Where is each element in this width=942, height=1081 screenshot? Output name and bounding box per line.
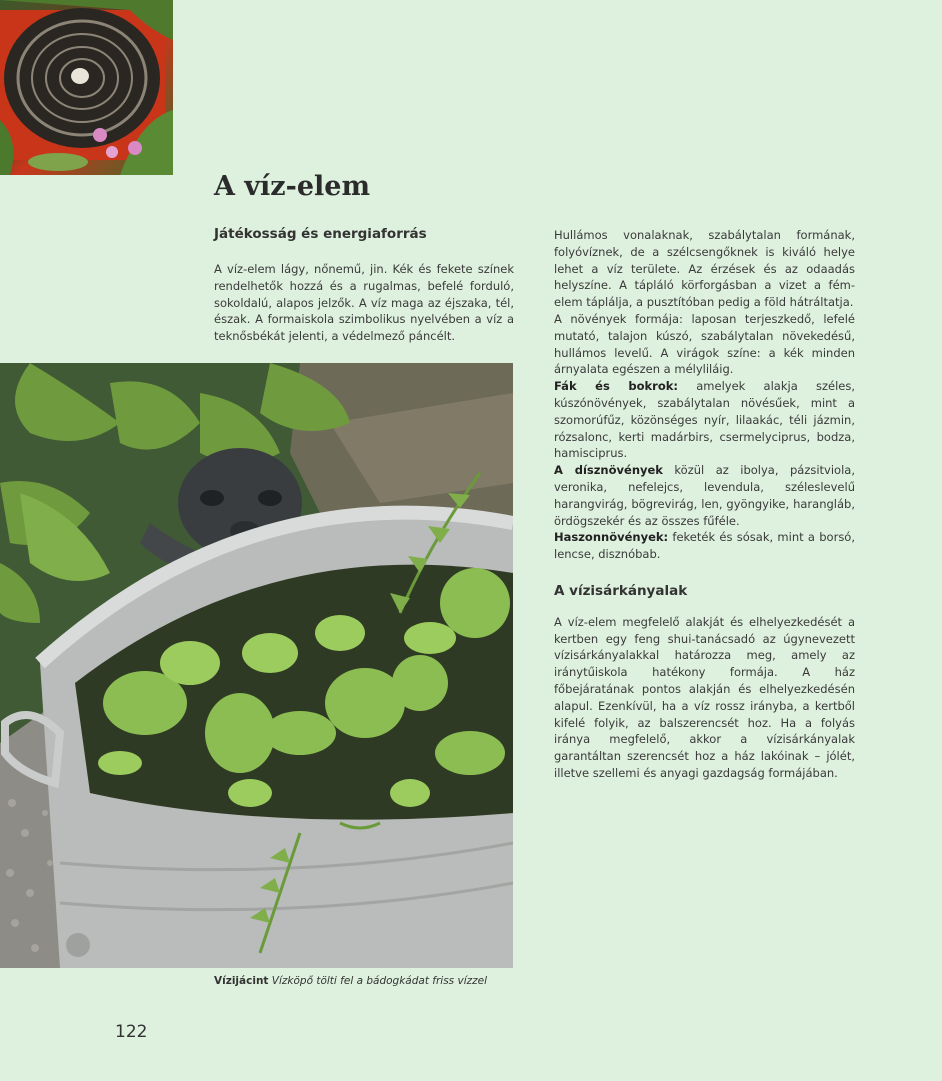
paragraph-water-area: Hullámos vonalaknak, szabálytalan formának, folyóvíznek, de a szélcsengőknek is kiváló helye lehet a víz területe. Az érzések és az odaadás helyszíne. A tápláló körforgásban a vizet a fém-elem táplálja, a pusztítóban pedig a föld hátráltatja. [554, 228, 855, 310]
caption-description: Vízköpő tölti fel a bádogkádat friss vízzel [271, 975, 488, 987]
intro-paragraph: A víz-elem lágy, nőnemű, jin. Kék és fekete színek rendelhetők hozzá és a rugalmas, befelé forduló, sokoldalú, alapos jelzők. A víz maga az éjszaka, tél, észak. A formaiskola szimbolikus nyelvében a víz a teknősbékát jelenti, a védelmező páncélt. [214, 262, 514, 344]
section-subtitle: Játékosság és energiaforrás [214, 226, 427, 242]
paragraph-plant-forms: A növények formája: laposan terjeszkedő, lefelé mutató, talajon kúszó, szabálytalan növekedésű, hullámos levelű. A virágok színe: a kék minden árnyalata egészen a mélyliláig. [554, 311, 855, 377]
ornamental-label: A dísznövények [554, 463, 663, 478]
caption-plant-name: Vízijácint [214, 975, 269, 987]
paragraph-ornamental [554, 462, 855, 529]
right-column [554, 227, 855, 782]
photo-caption [214, 975, 487, 987]
trees-label: Fák és bokrok: [554, 379, 679, 394]
paragraph-water-dragon: A víz-elem megfelelő alakját és elhelyezkedését a kertben egy feng shui-tanácsadó az úgynevezett vízisárkányalakkal határozza meg, amely az iránytűiskola hatékony formája. A ház főbejáratának pontos alakján és elhelyezkedésén alapul. Ezenkívül, ha a víz rossz irányba, a kertből kifelé folyik, az balszerencsét hoz. Ha a folyás iránya megfelelő, akkor a vízisárkányalak garantáltan szerencsét hoz a ház lakóinak – jólét, illetve szellemi és anyagi gazdagság formájában. [554, 614, 855, 780]
paragraph-useful-plants [554, 529, 855, 563]
ornamental-text: közül az ibolya, pázsitviola, veronika, nefelejcs, levendula, széleslevelű harangvirág, bögrevirág, len, gyöngyike, harangláb, ördögszekér és az összes fűféle. [554, 463, 855, 528]
useful-plants-text: feketék és sósak, mint a borsó, lencse, disznóbab. [554, 530, 855, 562]
useful-plants-label: Haszonnövények: [554, 530, 669, 545]
paragraph-trees [554, 378, 855, 462]
page-title: A víz-elem [214, 171, 371, 202]
section-heading-water-dragon: A vízisárkányalak [554, 582, 688, 599]
page-number: 122 [115, 1022, 148, 1042]
water-hyacinth-tub-photo [0, 363, 513, 968]
compass-garden-photo [0, 0, 173, 175]
trees-text: amelyek alakja széles, kúszónövények, szabálytalan növésűek, mint a szomorúfűz, közönséges nyír, lilaakác, téli jázmin, rózsalonc, kerti madárbirs, csermelyciprus, bodza, hamisciprus. [554, 379, 855, 461]
